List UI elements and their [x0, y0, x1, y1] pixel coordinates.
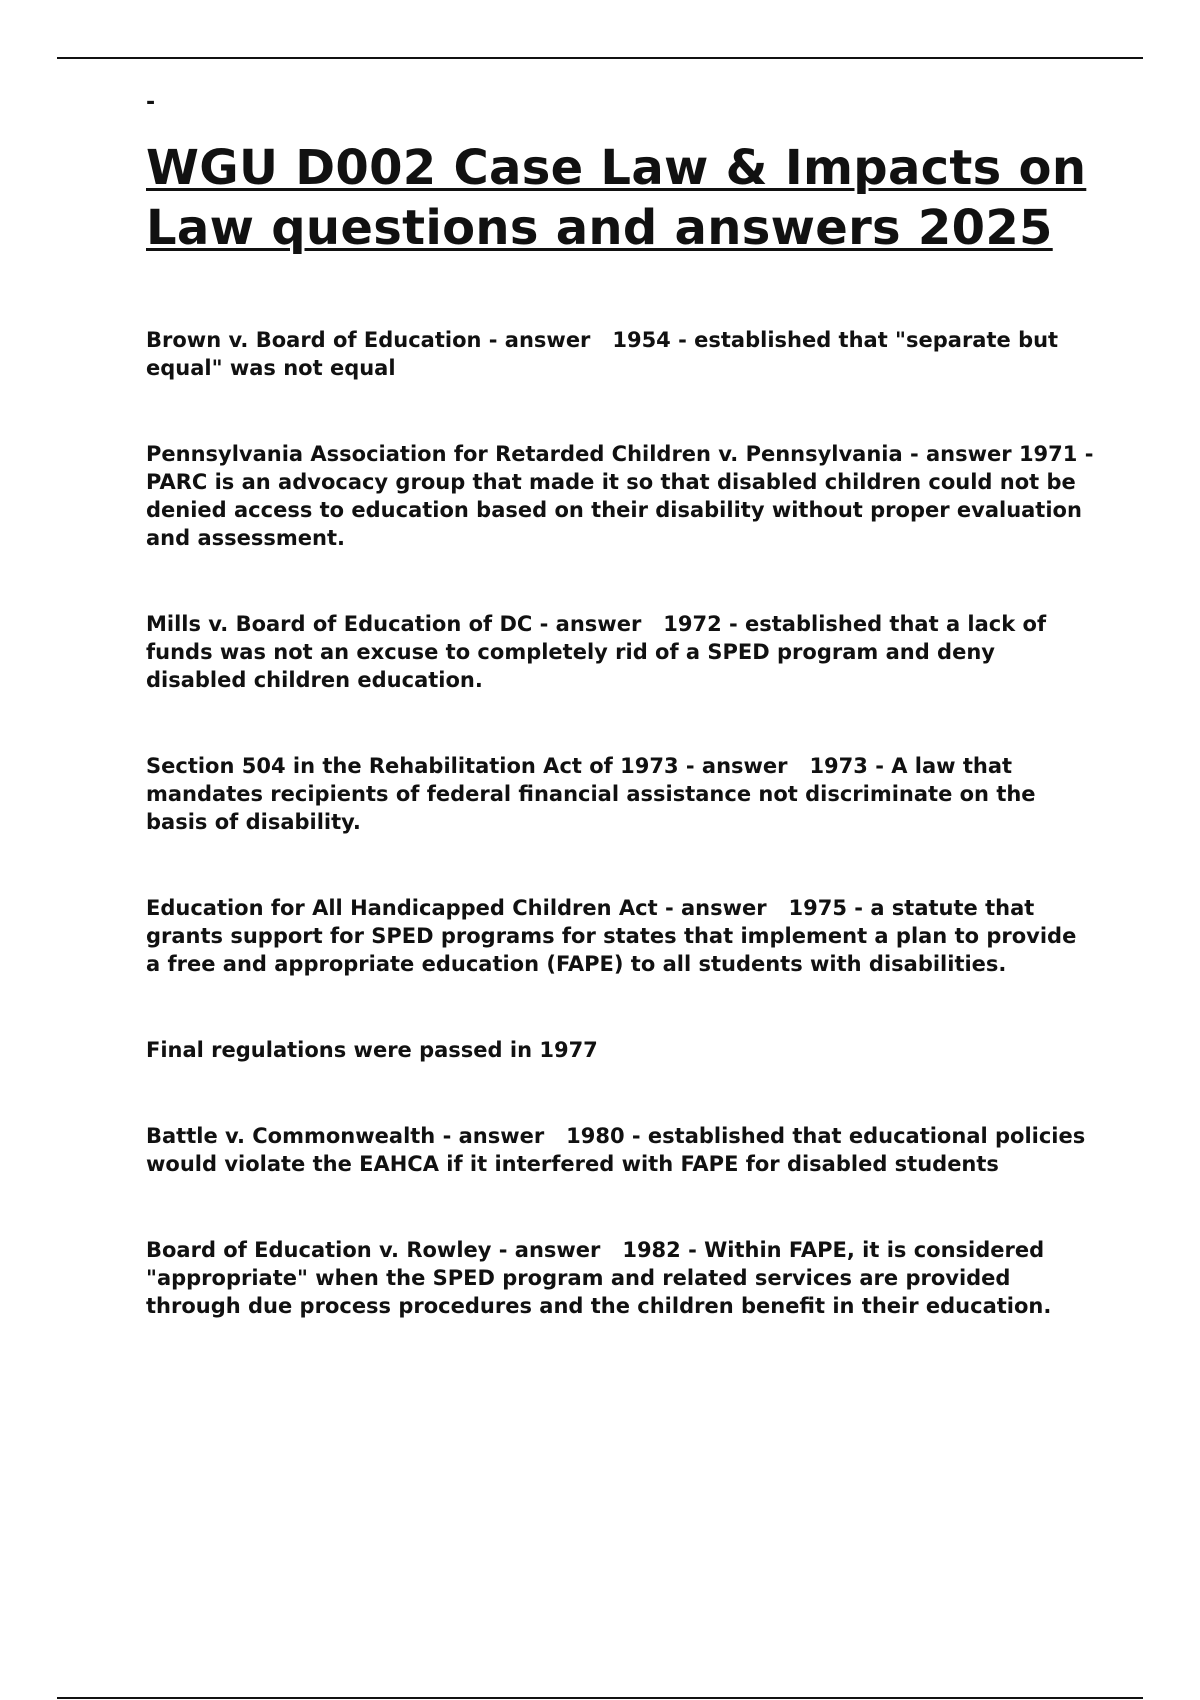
qa-list: [146, 326, 1101, 1320]
bottom-rule: [57, 1697, 1143, 1699]
top-rule: [57, 57, 1143, 59]
qa-entry-final-regulations: Final regulations were passed in 1977: [146, 1038, 598, 1062]
qa-entry-parc: Pennsylvania Association for Retarded Children v. Pennsylvania - answer 1971 - PARC is an advocacy group that made it so that disabled children could not be denied access to education based on their disability without proper evaluation and assessment.: [146, 442, 1101, 550]
qa-entry-rowley: Board of Education v. Rowley - answer 1982 - Within FAPE, it is considered "appropriate" when the SPED program and related services are provided through due process procedures and the children benefit in their education.: [146, 1238, 1052, 1318]
dash-marker: -: [146, 90, 156, 115]
document-title: WGU D002 Case Law & Impacts on Law questions and answers 2025: [146, 140, 1087, 256]
qa-entry-section-504: Section 504 in the Rehabilitation Act of 1973 - answer 1973 - A law that mandates recipients of federal financial assistance not discriminate on the basis of disability.: [146, 754, 1043, 834]
page-content: [146, 90, 1101, 1378]
qa-entry-brown: Brown v. Board of Education - answer 1954 - established that "separate but equal" was not equal: [146, 328, 1066, 380]
qa-entry-battle: Battle v. Commonwealth - answer 1980 - established that educational policies would violate the EAHCA if it interfered with FAPE for disabled students: [146, 1124, 1093, 1176]
qa-entry-eahca: Education for All Handicapped Children Act - answer 1975 - a statute that grants support for SPED programs for states that implement a plan to provide a free and appropriate education (FAPE) to all students with disabilities.: [146, 896, 1084, 976]
qa-entry-mills: Mills v. Board of Education of DC - answer 1972 - established that a lack of funds was not an excuse to completely rid of a SPED program and deny disabled children education.: [146, 612, 1054, 692]
